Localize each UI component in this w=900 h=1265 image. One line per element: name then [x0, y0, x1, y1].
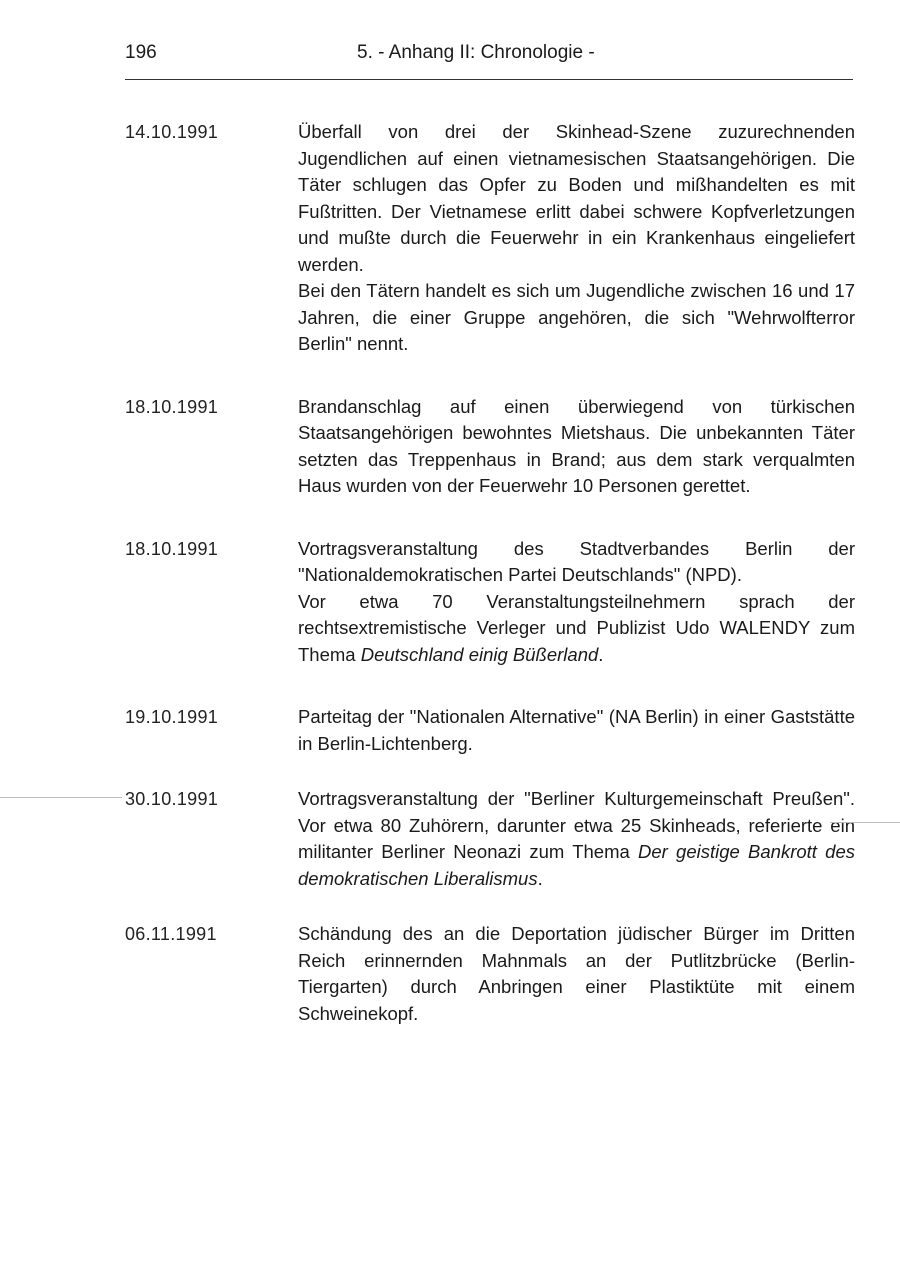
chronology-entry	[125, 394, 857, 500]
chronology-entry	[125, 704, 857, 757]
running-header	[125, 38, 853, 68]
lecture-title: Der geistige Bankrott des demokratischen Liberalismus	[298, 841, 855, 889]
chronology-entry	[125, 119, 857, 358]
entry-paragraph	[298, 589, 855, 669]
chronology-entry	[125, 536, 857, 669]
entry-text	[298, 536, 855, 669]
chronology-entry	[125, 921, 857, 1027]
entry-text-run: .	[537, 867, 543, 889]
lecture-title: Deutschland einig Büßerland	[360, 643, 599, 665]
entry-paragraph: Bei den Tätern handelt es sich um Jugendliche zwischen 16 und 17 Jahren, die einer Gruppe angehören, die sich "Wehrwolfterror Berlin" nennt.	[298, 280, 855, 354]
entry-paragraph: Schändung des an die Deportation jüdischer Bürger im Dritten Reich erinnernden Mahnmals an der Putlitzbrücke (Berlin-Tiergarten) durch Anbringen einer Plastiktüte mit einem Schweinekopf.	[298, 923, 855, 1024]
entry-text	[298, 119, 855, 358]
entry-text	[298, 786, 855, 892]
chronology-list	[125, 119, 857, 1027]
entry-text	[298, 921, 855, 1027]
entry-paragraph: Parteitag der "Nationalen Alternative" (NA Berlin) in einer Gaststätte in Berlin-Lichtenberg.	[298, 706, 855, 754]
entry-text	[298, 394, 855, 500]
entry-paragraph	[298, 786, 855, 892]
entry-paragraph: Überfall von drei der Skinhead-Szene zuzurechnenden Jugendlichen auf einen vietnamesischen Staatsangehörigen. Die Täter schlugen das Opfer zu Boden und mißhandelten es mit Fußtritten. Der Vietnamese erlitt dabei schwere Kopfverletzungen und mußte durch die Feuerwehr in ein Krankenhaus eingeliefert werden.	[298, 121, 855, 275]
page-number: 196	[125, 42, 157, 63]
entry-date: 30.10.1991	[125, 789, 219, 809]
entry-date: 19.10.1991	[125, 707, 219, 727]
entry-text-run: Vor etwa 70 Veranstaltungsteilnehmern sprach der rechtsextremistische Verleger und Publizist Udo WALENDY zum Thema	[298, 590, 855, 665]
entry-date: 18.10.1991	[125, 396, 219, 417]
entry-paragraph: Vortragsveranstaltung des Stadtverbandes Berlin der "Nationaldemokratischen Partei Deutschlands" (NPD).	[298, 537, 855, 585]
chronology-entry	[125, 786, 857, 892]
entry-paragraph: Brandanschlag auf einen überwiegend von türkischen Staatsangehörigen bewohntes Mietshaus. Die unbekannten Täter setzten das Treppenhaus in Brand; aus dem stark verqualmten Haus wurden von der Feuerwehr 10 Personen gerettet.	[298, 395, 855, 496]
scan-line-mark	[0, 797, 122, 798]
entry-text-run: Vortragsveranstaltung der "Berliner Kulturgemeinschaft Preußen". Vor etwa 80 Zuhörern, darunter etwa 25 Skinheads, referierte ein militanter Berliner Neonazi zum Thema	[298, 788, 855, 862]
entry-date: 06.11.1991	[125, 924, 217, 944]
entry-date: 14.10.1991	[125, 122, 219, 142]
entry-text	[298, 704, 855, 757]
scan-line-mark	[830, 822, 900, 823]
entry-date: 18.10.1991	[125, 538, 219, 559]
header-rule	[125, 79, 853, 80]
entry-text-run: .	[598, 643, 604, 665]
section-title: 5. - Anhang II: Chronologie -	[357, 42, 595, 63]
